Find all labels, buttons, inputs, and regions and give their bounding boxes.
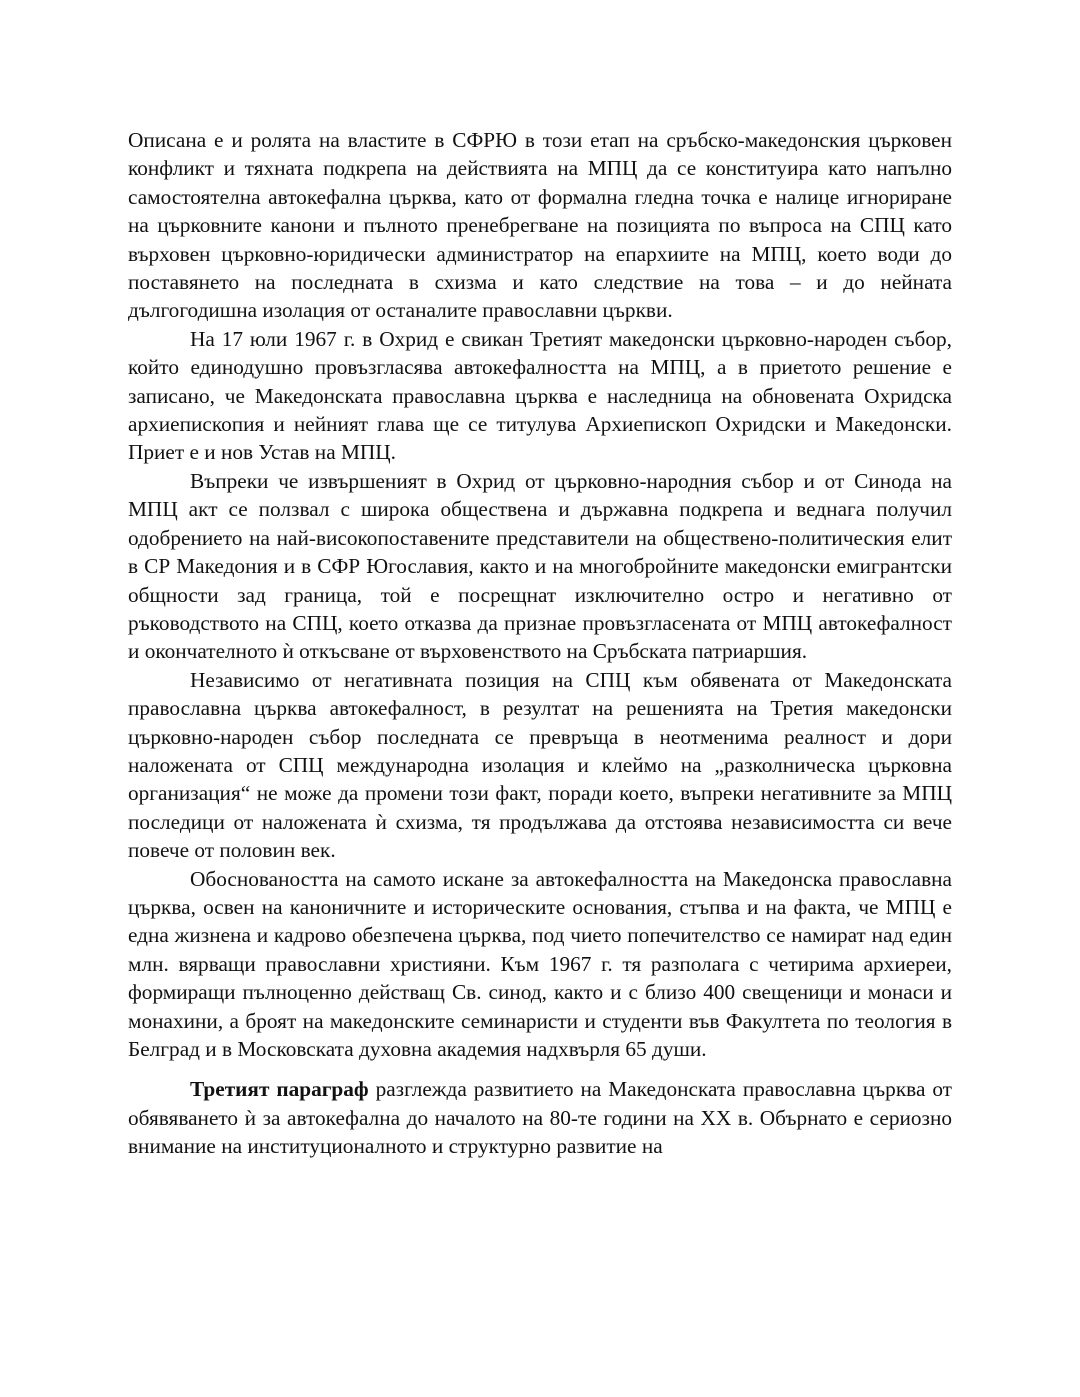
paragraph-6-bold-lead: Третият параграф: [190, 1077, 369, 1102]
paragraph-6-text: разглежда развитието на Македонската православна църква от обявяването ѝ за автокефална до началото на 80-те години на XX в. Обърнато е сериозно внимание на институционалното и структурно развитие на: [128, 1077, 952, 1159]
paragraph-5: Обосноваността на самото искане за автокефалността на Македонска православна църква, освен на каноничните и историческите основания, стъпва и на факта, че МПЦ е една жизнена и кадрово обезпечена църква, под чието попечителство се намират над един млн. вярващи православни християни. Към 1967 г. тя разполага с четирима архиереи, формиращи пълноценно действащ Св. синод, както и с близо 400 свещеници и монаси и монахини, а броят на македонските семинаристи и студенти във Факултета по теология в Белград и в Московската духовна академия надхвърля 65 души.: [128, 866, 952, 1061]
paragraph-1: Описана е и ролята на властите в СФРЮ в този етап на сръбско-македонския църковен конфликт и тяхната подкрепа на действията на МПЦ да се конституира като напълно самостоятелна автокефална църква, като от формална гледна точка е налице игнориране на църковните канони и пълното пренебрегване на позицията по въпроса на СПЦ като върховен църковно-юридически администратор на епархиите на МПЦ, което води до поставянето на последната в схизма и като следствие на това – и до нейната дългогодишна изолация от останалите православни църкви.: [128, 128, 952, 323]
paragraph-4: Независимо от негативната позиция на СПЦ към обявената от Македонската православна църква автокефалност, в резултат на решенията на Третия македонски църковно-народен събор последната се превръща в неотменима реалност и дори наложената от СПЦ международна изолация и клеймо на „разколническа църковна организация“ не може да промени този факт, поради което, въпреки негативните за МПЦ последици от наложената ѝ схизма, тя продължава да отстоява независимостта си вече повече от половин век.: [128, 667, 952, 863]
paragraph-2: На 17 юли 1967 г. в Охрид е свикан Третият македонски църковно-народен събор, който единодушно провъзгласява автокефалността на МПЦ, а в приетото решение е записано, че Македонската православна църква е наследница на обновената Охридска архиепископия и нейният глава ще се титулува Архиепископ Охридски и Македонски. Приет е и нов Устав на МПЦ.: [128, 326, 952, 465]
paragraph-6: [128, 1075, 952, 1160]
document-page: [128, 126, 952, 1161]
paragraph-3: Въпреки че извършеният в Охрид от църковно-народния събор и от Синода на МПЦ акт се ползвал с широка обществена и държавна подкрепа и веднага получил одобрението на най-високопоставените представители на обществено-политическия елит в СР Македония и в СФР Югославия, както и на многобройните македонски емигрантски общности зад граница, той е посрещнат изключително остро и негативно от ръководството на СПЦ, което отказва да признае провъзгласената от МПЦ автокефалност и окончателното ѝ откъсване от върховенството на Сръбската патриаршия.: [128, 468, 952, 664]
